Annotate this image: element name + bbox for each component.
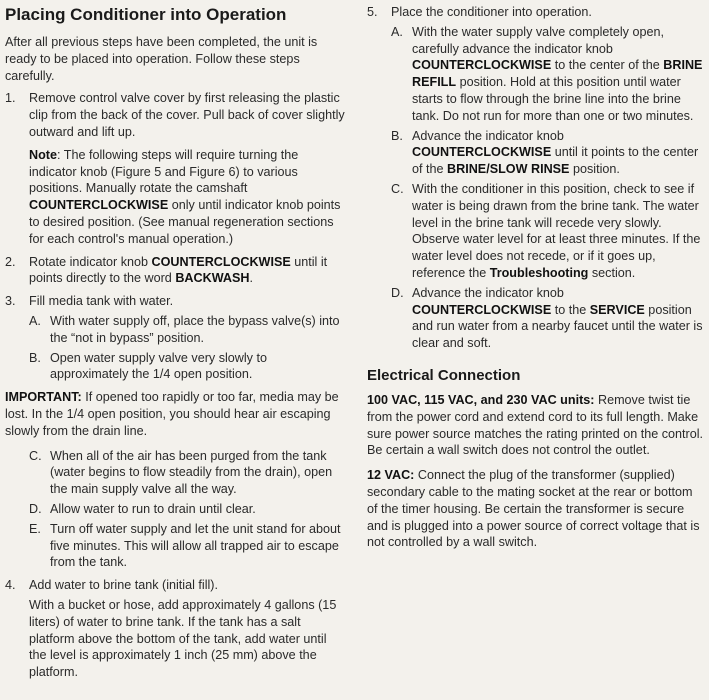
step-3 — [5, 293, 345, 310]
step-text: Add water to brine tank (initial fill). — [29, 578, 218, 593]
sub-letter: B. — [29, 350, 41, 365]
step-3b — [5, 350, 345, 384]
sub-letter: D. — [29, 501, 42, 516]
sub-letter: C. — [29, 448, 42, 463]
sub-letter: A. — [29, 313, 41, 328]
sub-letter: D. — [391, 285, 404, 300]
right-column — [367, 0, 705, 551]
step-number: 3. — [5, 294, 16, 309]
step-1 — [5, 90, 345, 140]
step-text: Fill media tank with water. — [29, 294, 174, 309]
step-number: 2. — [5, 254, 16, 269]
important-notice — [5, 389, 345, 439]
step-5c — [367, 181, 705, 282]
note-text: : The following steps will require turning the indicator knob (Figure 5 and Figure 6) to various positions. Manually rotate the camshaft — [29, 147, 299, 196]
sub-letter: A. — [391, 24, 403, 39]
step-number: 5. — [367, 5, 378, 19]
electrical-paragraph-2: 12 VAC: Connect the plug of the transformer (supplied) secondary cable to the mating socket at the rear or bottom of the timer housing. Be certain the transformer is secure and is plugged into a power source of correct voltage that is not controlled by a wall switch. — [367, 468, 700, 550]
step-number: 4. — [5, 578, 16, 593]
electrical-paragraph-1: 100 VAC, 115 VAC, and 230 VAC units: Remove twist tie from the power cord and extend cord to its full length. Make sure power source matches the rating printed on the control. Be certain a wall switch does not control the outlet. — [367, 392, 704, 458]
step-number: 1. — [5, 91, 16, 106]
left-column — [5, 0, 345, 681]
step-5a — [367, 24, 705, 125]
note-label: Note — [29, 147, 57, 162]
sub-text: With the conditioner in this position, check to see if water is being drawn from the brine tank. The water level in the brine tank will recede very slowly. Observe water level for at least three minutes. If the water level does not recede, or if it goes up, reference the Troubleshooting section. — [412, 181, 701, 280]
step-text: Place the conditioner into operation. — [391, 5, 592, 19]
step-text: Remove control valve cover by first releasing the plastic clip from the back of the cover. Pull back of cover slightly outward and lift up. — [29, 91, 345, 139]
note-text-end: only until indicator knob points to desired position. (See manual regeneration sections for each control's manual operation.) — [29, 198, 341, 246]
electrical-heading: Electrical Connection — [367, 366, 521, 384]
sub-text: With the water supply valve completely open, carefully advance the indicator knob COUNTERCLOCKWISE to the center of the BRINE REFILL position. Hold at this position until water starts to flow through the brine line into the brine tank. Do not run for more than one or two minutes. — [412, 24, 703, 123]
step-3c — [5, 448, 345, 498]
sub-letter: B. — [391, 128, 403, 143]
step-5 — [367, 4, 705, 21]
step-3d — [5, 501, 345, 518]
sub-letter: C. — [391, 181, 404, 196]
sub-text: Turn off water supply and let the unit stand for about five minutes. This will allow all trapped air to escape from the tank. — [50, 521, 341, 570]
sub-text: With water supply off, place the bypass valve(s) into the “not in bypass” position. — [50, 313, 340, 345]
step-5b — [367, 128, 705, 178]
sub-text: Open water supply valve very slowly to approximately the 1/4 open position. — [50, 350, 267, 382]
sub-text: When all of the air has been purged from the tank (water begins to flow steadily from the drain), open the main supply valve all the way. — [50, 448, 333, 497]
step-3a — [5, 313, 345, 347]
sub-text: Advance the indicator knob COUNTERCLOCKWISE until it points to the center of the BRINE/SLOW RINSE position. — [412, 128, 699, 177]
step-4-body: With a bucket or hose, add approximately 4 gallons (15 liters) of water to brine tank. If the tank has a salt platform above the bottom of the tank, add water until the level is approximately 1 inch (25 mm) above the platform. — [29, 597, 337, 680]
intro-paragraph: After all previous steps have been completed, the unit is ready to be placed into operation. Follow these steps carefully. — [5, 35, 318, 83]
step-2 — [5, 254, 345, 288]
sub-text: Advance the indicator knob COUNTERCLOCKWISE to the SERVICE position and run water from a nearby faucet until the water is clear and soft. — [412, 285, 703, 351]
step-3e — [5, 521, 345, 571]
step-text: Rotate indicator knob COUNTERCLOCKWISE until it points directly to the word BACKWASH. — [29, 254, 328, 286]
section-heading: Placing Conditioner into Operation — [5, 5, 287, 24]
sub-text: Allow water to run to drain until clear. — [50, 501, 256, 516]
important-text: If opened too rapidly or too far, media may be lost. In the 1/4 open position, you should hear air escaping slowly from the drain line. — [5, 390, 339, 438]
step-5d — [367, 285, 705, 352]
important-label: IMPORTANT: — [5, 390, 82, 405]
step-4 — [5, 577, 345, 594]
step-1-note — [5, 147, 345, 248]
note-emphasis: COUNTERCLOCKWISE — [29, 198, 169, 213]
sub-letter: E. — [29, 521, 41, 536]
